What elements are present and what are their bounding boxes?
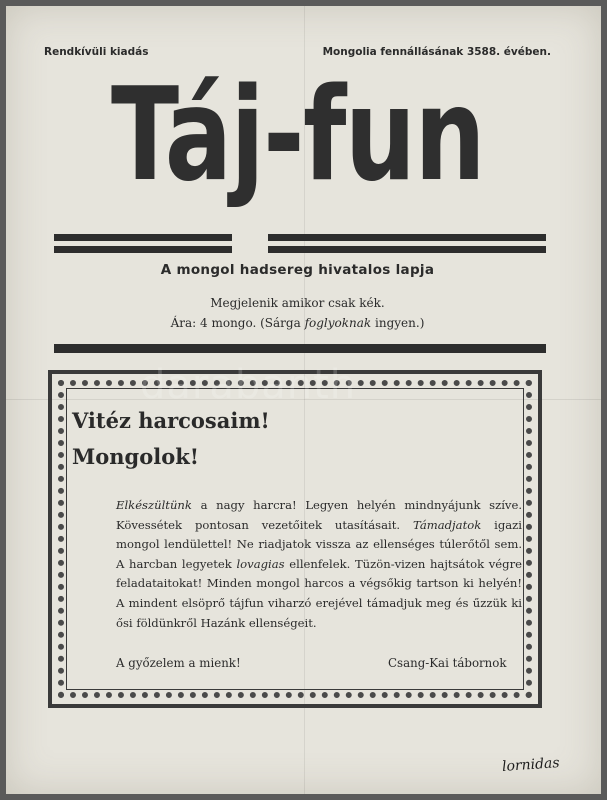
- handwritten-signature: lornidas: [501, 755, 561, 775]
- masthead-title: Táj-fun: [111, 61, 484, 210]
- masthead-rule-right-bottom: [268, 246, 546, 253]
- body-italic-2: Támadjatok: [412, 517, 482, 532]
- tagline: A mongol hadsereg hivatalos lapja: [160, 262, 435, 278]
- masthead-rule-right-top: [268, 234, 546, 241]
- masthead-rule-left-bottom: [54, 246, 232, 253]
- headline-line-2: Mongolok!: [72, 444, 199, 469]
- price-italic: foglyoknak: [304, 316, 372, 330]
- closing-line: A győzelem a mienk!: [116, 656, 241, 670]
- price-prefix: Ára: 4 mongo. (Sárga: [170, 316, 305, 330]
- edition-label: Rendkívüli kiadás: [44, 46, 149, 58]
- headline-line-1: Vitéz harcosaim!: [72, 408, 270, 433]
- body-italic-3: lovagias: [236, 556, 285, 571]
- masthead-rule-left-top: [54, 234, 232, 241]
- article-body: [116, 496, 522, 633]
- body-part-1: a nagy harcra! Legyen helyén mindnyájunk szíve. Kövessétek pontosan vezetőitek utasításait.: [116, 498, 522, 532]
- section-rule: [54, 344, 546, 353]
- body-italic-1: Elkészültünk: [116, 498, 192, 512]
- body-part-2: igazi mongol lendülettel! Ne riadjatok vissza az ellenséges túlerőtől sem. A harcban legyetek: [116, 517, 523, 571]
- price-line: [0, 316, 595, 330]
- signatory: Csang-Kai tábornok: [388, 656, 507, 670]
- price-suffix: ingyen.): [371, 316, 425, 330]
- watermark: darabanth: [140, 362, 357, 408]
- dateline: Mongolia fennállásának 3588. évében.: [322, 46, 551, 58]
- body-part-3: ellenfelek. Tüzön-vizen hajtsátok végre feladataitokat! Minden mongol harcos a végsőkig tartson ki helyén! A mindent elsöprő tájfun viharzó erejével támadjuk meg és űzzük ki ősi földünkről Hazánk ellenségeit.: [116, 556, 522, 630]
- publication-note: Megjelenik amikor csak kék.: [210, 296, 385, 310]
